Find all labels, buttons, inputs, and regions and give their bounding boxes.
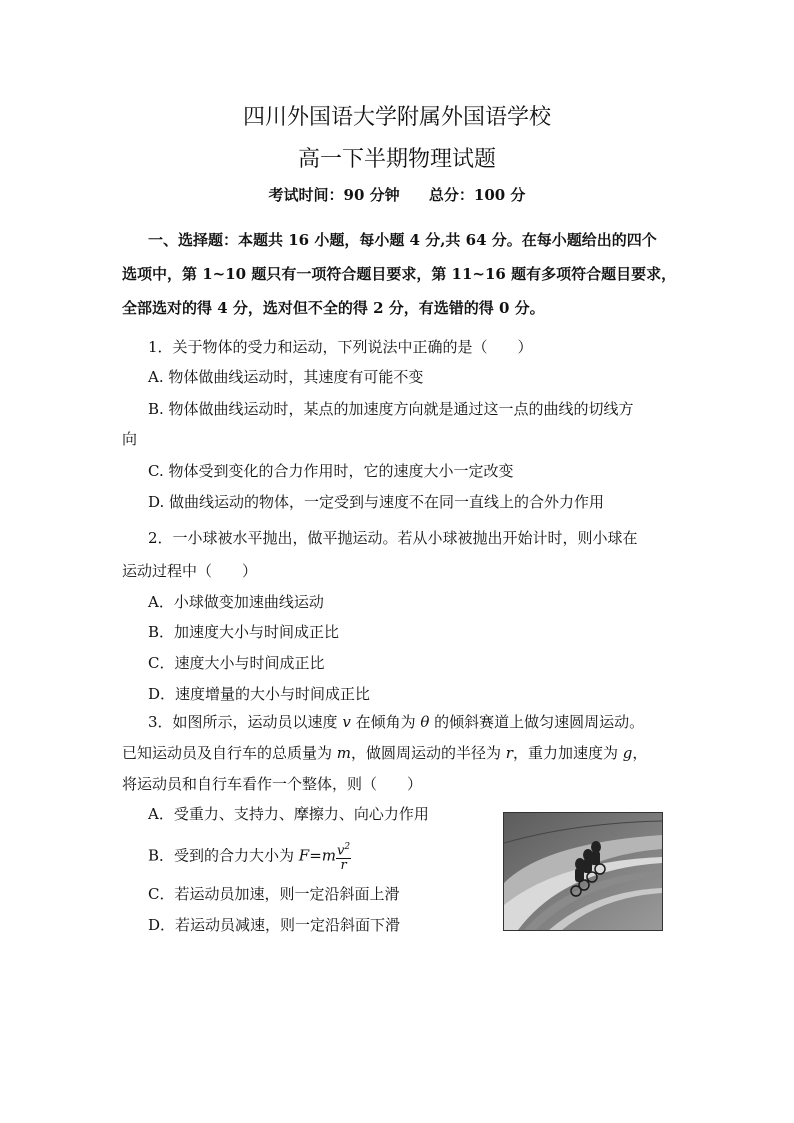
school-name: 四川外国语大学附属外国语学校 [242, 105, 551, 130]
exam-meta [0, 184, 794, 206]
exam-time: 考试时间：90 分钟 [268, 186, 400, 204]
question-3-stem-line-1: 3．如图所示，运动员以速度 v 在倾角为 θ 的倾斜赛道上做匀速圆周运动。 [148, 713, 645, 731]
section-instruction-line-2: 选项中，第 1~10 题只有一项符合题目要求，第 11~16 题有多项符合题目要求， [122, 265, 677, 283]
question-1-option-d: D. 做曲线运动的物体，一定受到与速度不在同一直线上的合外力作用 [148, 493, 605, 511]
question-1-option-c: C. 物体受到变化的合力作用时，它的速度大小一定改变 [148, 462, 514, 480]
question-2-stem-line-2: 运动过程中（ ） [122, 562, 258, 580]
question-3-option-c: C．若运动员加速，则一定沿斜面上滑 [148, 885, 400, 903]
question-3-option-a: A．受重力、支持力、摩擦力、向心力作用 [148, 805, 429, 823]
exam-total-score: 总分：100 分 [428, 186, 526, 204]
centripetal-force-fraction: $\frac{v^2}{r}$ [337, 842, 351, 874]
question-3-option-b: B．受到的合力大小为 F=m $\frac{v^2}{r}$ [148, 842, 351, 874]
question-3-stem-line-2: 已知运动员及自行车的总质量为 m，做圆周运动的半径为 r，重力加速度为 g， [122, 744, 648, 762]
question-2-option-c: C．速度大小与时间成正比 [148, 654, 325, 672]
question-2-option-b: B．加速度大小与时间成正比 [148, 623, 340, 641]
exam-title: 高一下半期物理试题 [297, 147, 496, 172]
question-2-option-d: D．速度增量的大小与时间成正比 [148, 685, 371, 703]
question-1-stem: 1．关于物体的受力和运动，下列说法中正确的是（ ） [148, 338, 533, 356]
question-1-option-a: A. 物体做曲线运动时，其速度有可能不变 [148, 368, 424, 386]
question-2-option-a: A．小球做变加速曲线运动 [148, 593, 324, 611]
cyclists-velodrome-photo [503, 812, 663, 931]
section-instruction-line-1: 一、选择题：本题共 16 小题，每小题 4 分,共 64 分。在每小题给出的四个 [148, 231, 657, 249]
question-1-option-b-line-1: B. 物体做曲线运动时，某点的加速度方向就是通过这一点的曲线的切线方 [148, 400, 634, 418]
section-instruction-line-3: 全部选对的得 4 分，选对但不全的得 2 分，有选错的得 0 分。 [122, 299, 545, 317]
question-3-option-d: D．若运动员减速，则一定沿斜面下滑 [148, 916, 401, 934]
question-2-stem-line-1: 2．一小球被水平抛出，做平抛运动。若从小球被抛出开始计时，则小球在 [148, 529, 638, 547]
question-1-option-b-line-2: 向 [122, 430, 138, 448]
question-3-stem-line-3: 将运动员和自行车看作一个整体，则（ ） [122, 775, 423, 793]
